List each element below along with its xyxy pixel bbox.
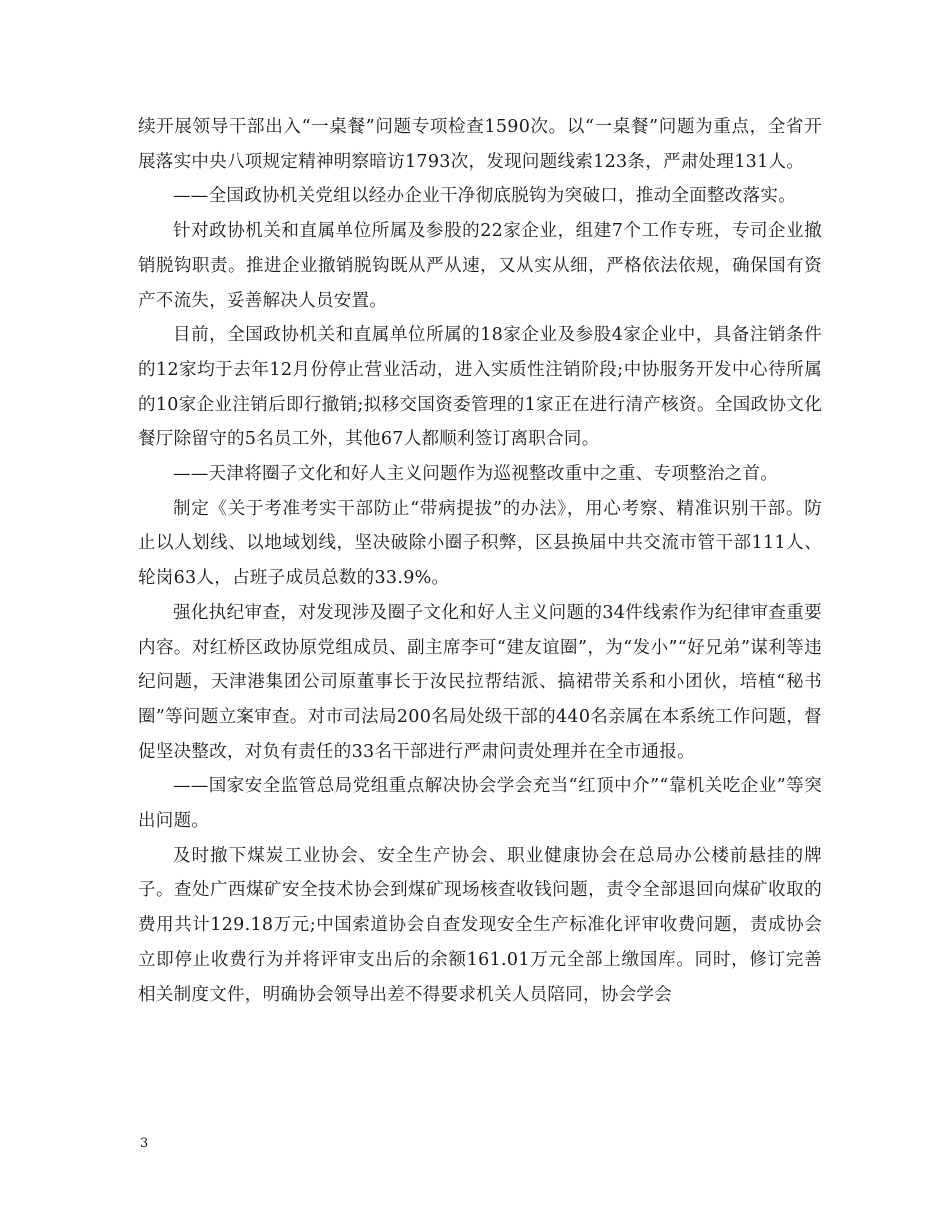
paragraph-9: 及时撤下煤炭工业协会、安全生产协会、职业健康协会在总局办公楼前悬挂的牌子。查处广西煤矿安全技术协会到煤矿现场核查收钱问题，责令全部退回向煤矿收取的费用共计129.18万元;中国索道协会自查发现安全生产标准化评审收费问题，责成协会立即停止收费行为并将评审支出后的余额161.01万元全部上缴国库。同时，修订完善相关制度文件，明确协会领导出差不得要求机关人员陪同，协会学会	[138, 845, 822, 1005]
paragraph-2-heading: ——全国政协机关党组以经办企业干净彻底脱钩为突破口，推动全面整改落实。	[173, 186, 796, 207]
document-body	[138, 110, 822, 1012]
paragraph-1: 续开展领导干部出入“一桌餐”问题专项检查1590次。以“一桌餐”问题为重点，全省开展落实中央八项规定精神明察暗访1793次，发现问题线索123条，严肃处理131人。	[138, 117, 822, 172]
paragraph-5-heading: ——天津将圈子文化和好人主义问题作为巡视整改重中之重、专项整治之首。	[173, 464, 779, 485]
paragraph-3: 针对政协机关和直属单位所属及参股的22家企业，组建7个工作专班，专司企业撤销脱钩职责。推进企业撤销脱钩既从严从速，又从实从细，严格依法依规，确保国有资产不流失，妥善解决人员安置。	[138, 221, 822, 311]
paragraph-7: 强化执纪审查，对发现涉及圈子文化和好人主义问题的34件线索作为纪律审查重要内容。对红桥区政协原党组成员、副主席李可“建友谊圈”，为“发小”“好兄弟”谋利等违纪问题，天津港集团公司原董事长于汝民拉帮结派、搞裙带关系和小团伙，培植“秘书圈”等问题立案审查。对市司法局200名局处级干部的440名亲属在本系统工作问题，督促坚决整改，对负有责任的33名干部进行严肃问责处理并在全市通报。	[138, 602, 822, 762]
paragraph-4: 目前，全国政协机关和直属单位所属的18家企业及参股4家企业中，具备注销条件的12家均于去年12月份停止营业活动，进入实质性注销阶段;中协服务开发中心待所属的10家企业注销后即行撤销;拟移交国资委管理的1家正在进行清产核资。全国政协文化餐厅除留守的5名员工外，其他67人都顺利签订离职合同。	[138, 325, 822, 450]
page-number: 3	[140, 1136, 149, 1151]
paragraph-6: 制定《关于考准考实干部防止“带病提拔”的办法》，用心考察、精准识别干部。防止以人划线、以地域划线，坚决破除小圈子积弊，区县换届中共交流市管干部111人、轮岗63人，占班子成员总数的33.9%。	[138, 498, 822, 589]
paragraph-8-heading: ——国家安全监管总局党组重点解决协会学会充当“红顶中介”“靠机关吃企业”等突出问题。	[138, 776, 822, 832]
